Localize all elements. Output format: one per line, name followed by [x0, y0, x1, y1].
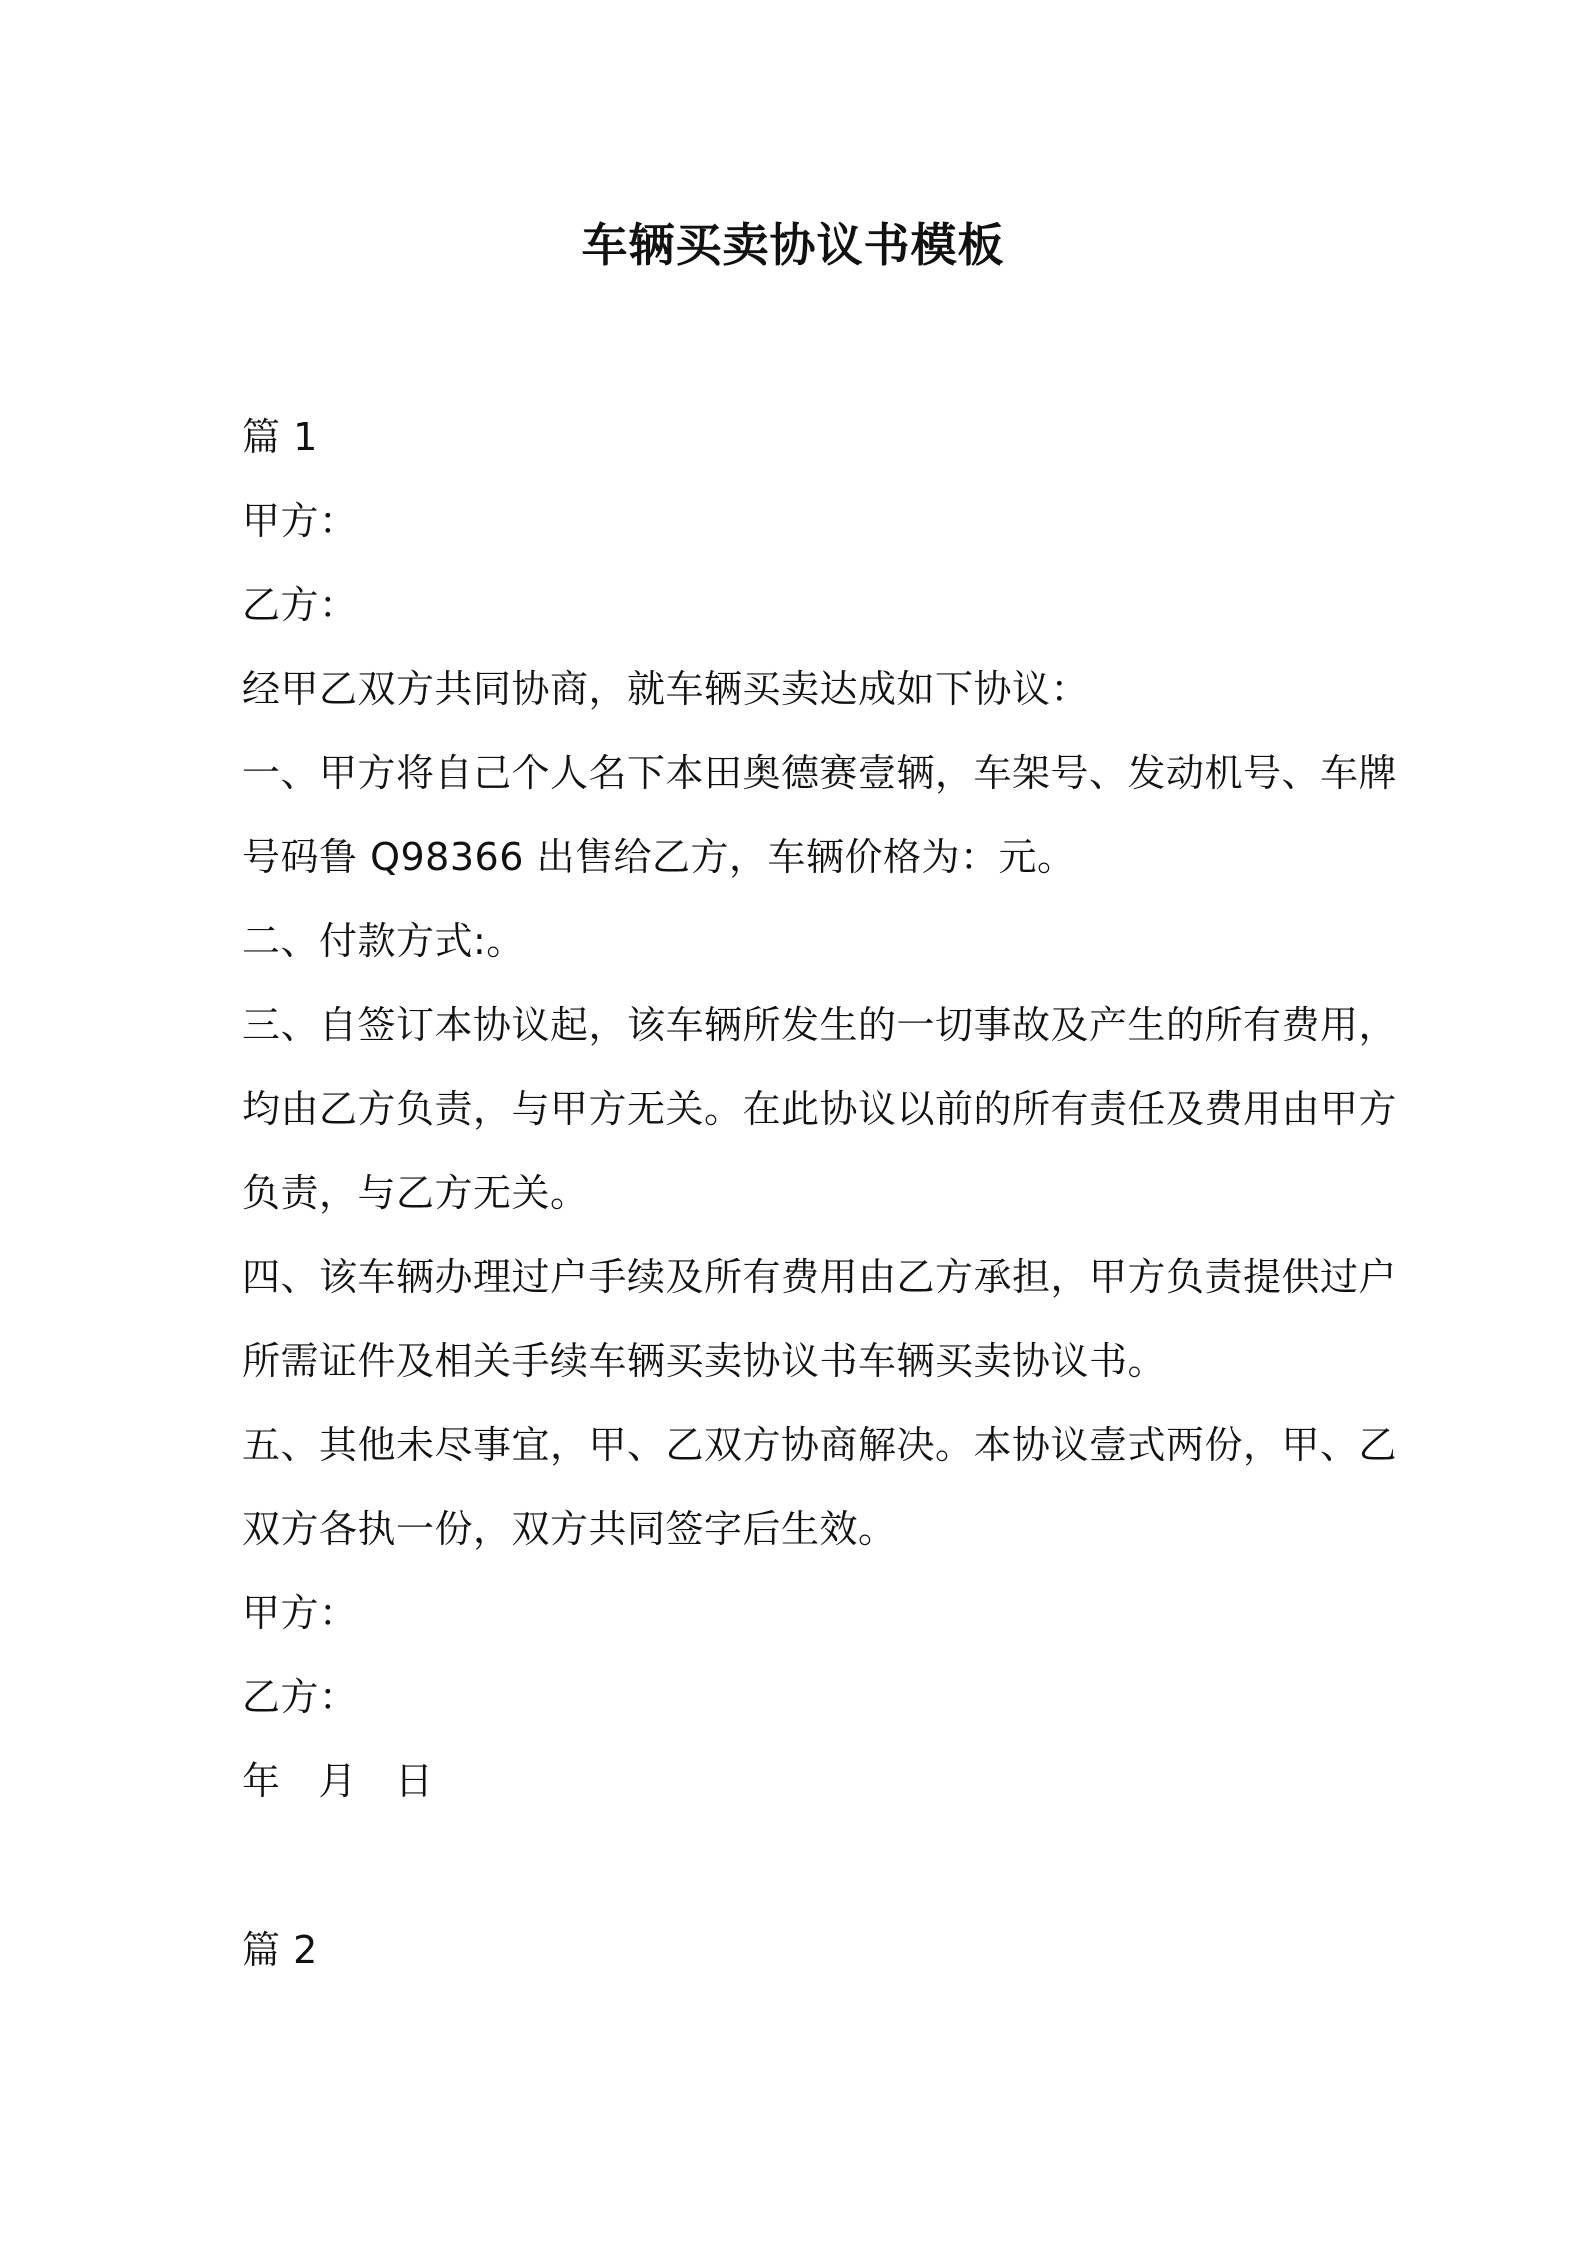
date-year: 年 [242, 1759, 281, 1803]
section-heading-2: 篇 2 [242, 1928, 318, 1972]
document-title: 车辆买卖协议书模板 [581, 218, 1005, 272]
signature-date [242, 1756, 434, 1806]
clause-1-line-2: 号码鲁 Q98366 出售给乙方，车辆价格为：元。 [242, 835, 1076, 879]
date-day: 日 [395, 1759, 434, 1803]
date-month: 月 [318, 1759, 358, 1803]
section-heading-1: 篇 1 [242, 415, 318, 459]
clause-2: 二、付款方式:。 [242, 919, 525, 963]
party-a-label: 甲方： [242, 499, 358, 543]
clause-5-line-2: 双方各执一份，双方共同签字后生效。 [242, 1507, 897, 1551]
signature-party-a: 甲方： [242, 1591, 358, 1635]
party-b-label: 乙方： [242, 583, 358, 627]
intro-paragraph: 经甲乙双方共同协商，就车辆买卖达成如下协议： [242, 667, 1090, 711]
clause-4-line-1: 四、该车辆办理过户手续及所有费用由乙方承担，甲方负责提供过户 [242, 1255, 1398, 1299]
clause-5-line-1: 五、其他未尽事宜，甲、乙双方协商解决。本协议壹式两份，甲、乙 [242, 1423, 1398, 1467]
clause-3-line-1: 三、自签订本协议起，该车辆所发生的一切事故及产生的所有费用， [242, 1003, 1398, 1047]
clause-3-line-2: 均由乙方负责，与甲方无关。在此协议以前的所有责任及费用由甲方 [242, 1087, 1398, 1131]
clause-1-line-1: 一、甲方将自己个人名下本田奥德赛壹辆，车架号、发动机号、车牌 [242, 751, 1398, 795]
signature-party-b: 乙方： [242, 1675, 358, 1719]
clause-4-line-2: 所需证件及相关手续车辆买卖协议书车辆买卖协议书。 [242, 1339, 1167, 1383]
clause-3-line-3: 负责，与乙方无关。 [242, 1171, 589, 1215]
